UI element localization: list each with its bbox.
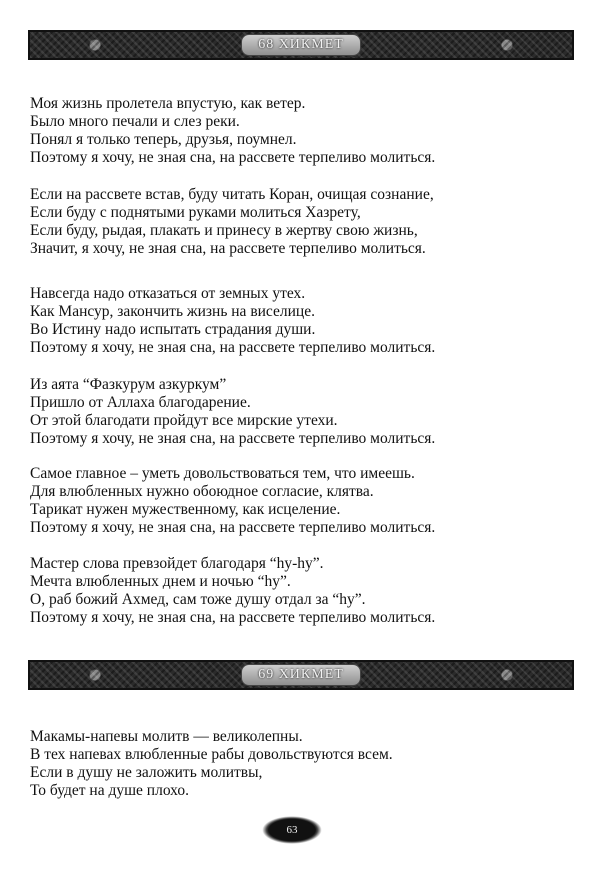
page-number-ornament: [262, 816, 322, 844]
verse-line: Поэтому я хочу, не зная сна, на рассвете терпеливо молиться.: [30, 519, 436, 536]
stanza-6: [30, 555, 435, 627]
stanza-2: [30, 186, 434, 258]
verse-line: Мечта влюбленных днем и ночью “hу”.: [30, 573, 291, 590]
verse-line: От этой благодати пройдут все мирские утехи.: [30, 412, 338, 429]
verse-line: Поэтому я хочу, не зная сна, на рассвете терпеливо молиться.: [30, 609, 436, 626]
verse-line: Было много печали и слез реки.: [30, 113, 240, 130]
verse-line: Навсегда надо отказаться от земных утех.: [30, 285, 306, 302]
section-header-title: 68 ХИКМЕТ: [241, 34, 361, 56]
verse-line: Если в душу не заложить молитвы,: [30, 764, 263, 781]
stanza-3: [30, 285, 435, 357]
stanza-5: [30, 465, 435, 537]
verse-line: Тарикат нужен мужественному, как исцеление.: [30, 501, 341, 518]
verse-line: В тех напевах влюбленные рабы довольствуются всем.: [30, 746, 393, 763]
stanza-1: [30, 95, 435, 167]
verse-line: Моя жизнь пролетела впустую, как ветер.: [30, 95, 306, 112]
verse-line: Из аята “Фазкурум азкуркум”: [30, 376, 227, 393]
verse-line: Для влюбленных нужно обоюдное согласие, клятва.: [30, 483, 374, 500]
section-header-title: 69 ХИКМЕТ: [241, 664, 361, 686]
verse-line: Самое главное – уметь довольствоваться тем, что имеешь.: [30, 465, 415, 482]
stanza-7: [30, 728, 393, 800]
verse-line: Как Мансур, закончить жизнь на виселице.: [30, 303, 315, 320]
verse-line: Макамы-напевы молитв — великолепны.: [30, 728, 303, 745]
verse-line: Поэтому я хочу, не зная сна, на рассвете терпеливо молиться.: [30, 149, 436, 166]
verse-line: Поэтому я хочу, не зная сна, на рассвете терпеливо молиться.: [30, 339, 436, 356]
verse-line: То будет на душе плохо.: [30, 782, 189, 799]
verse-line: Понял я только теперь, друзья, поумнел.: [30, 131, 297, 148]
verse-line: Во Истину надо испытать страдания души.: [30, 321, 316, 338]
verse-line: О, раб божий Ахмед, сам тоже душу отдал за “hу”.: [30, 591, 366, 608]
verse-line: Если буду с поднятыми руками молиться Хазрету,: [30, 204, 361, 221]
verse-line: Если буду, рыдая, плакать и принесу в жертву свою жизнь,: [30, 222, 418, 239]
section-header-banner: [28, 30, 574, 60]
verse-line: Пришло от Аллаха благодарение.: [30, 394, 251, 411]
section-header-banner: [28, 660, 574, 690]
stanza-4: [30, 376, 435, 448]
verse-line: Значит, я хочу, не зная сна, на рассвете терпеливо молиться.: [30, 240, 426, 257]
page-number: 63: [286, 824, 298, 836]
verse-line: Мастер слова превзойдет благодаря “hу-hу”.: [30, 555, 324, 572]
verse-line: Поэтому я хочу, не зная сна, на рассвете терпеливо молиться.: [30, 430, 436, 447]
verse-line: Если на рассвете встав, буду читать Коран, очищая сознание,: [30, 186, 434, 203]
